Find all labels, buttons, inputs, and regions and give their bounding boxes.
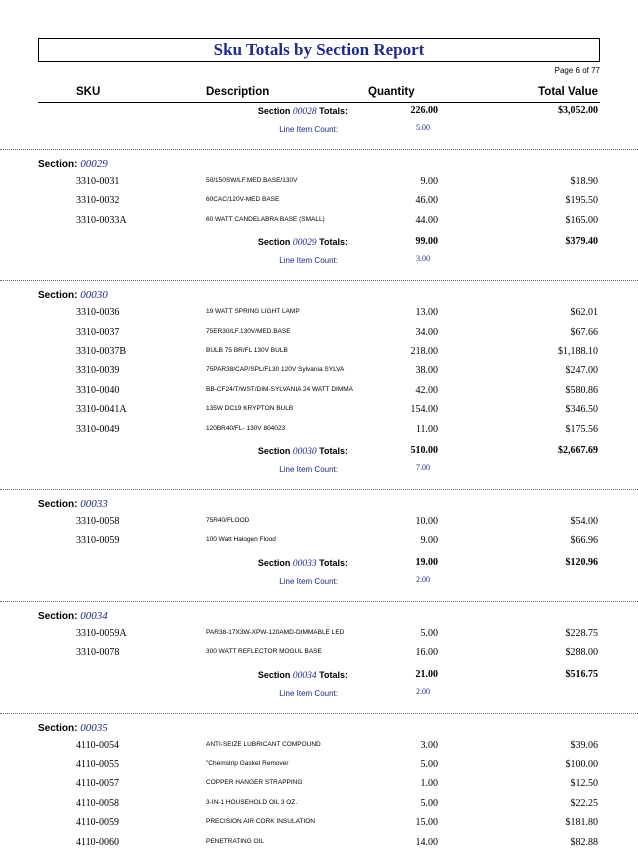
table-row — [0, 385, 638, 399]
section-header-number: 00034 — [80, 609, 108, 622]
quantity-cell: 13.00 — [415, 307, 438, 319]
quantity-cell: 1.00 — [420, 778, 438, 790]
section-totals-number: 00034 — [292, 670, 317, 681]
report-title: Sku Totals by Section Report — [213, 40, 425, 59]
sku-cell: 4110-0058 — [76, 797, 119, 809]
value-cell: $39.06 — [570, 739, 598, 751]
section-total-quantity: 226.00 — [410, 105, 438, 116]
sku-cell: 3310-0037 — [76, 326, 120, 338]
table-row — [0, 327, 638, 341]
line-item-count-value: 3.00 — [416, 254, 430, 264]
table-row — [0, 215, 638, 229]
table-row — [0, 424, 638, 438]
section-totals-suffix: Totals: — [316, 557, 348, 568]
sku-cell: 3310-0037B — [76, 346, 126, 357]
line-item-count-value: 5.00 — [416, 123, 430, 132]
line-item-count-value: 7.00 — [416, 463, 430, 472]
value-cell: $62.01 — [570, 307, 598, 319]
description-cell: PENETRATING OIL — [206, 837, 265, 845]
section-totals-suffix: Totals: — [316, 106, 348, 116]
section-total-quantity: 99.00 — [415, 236, 438, 248]
page-number: Page 6 of 77 — [554, 66, 600, 75]
section-total-value: $3,052.00 — [558, 105, 598, 116]
value-cell: $1,188.10 — [558, 346, 598, 357]
description-cell: 135W DC19 KRYPTON BULB — [206, 405, 294, 413]
value-cell: $228.75 — [565, 627, 598, 639]
table-row — [0, 307, 638, 321]
quantity-cell: 46.00 — [415, 195, 438, 207]
value-cell: $165.00 — [565, 214, 598, 226]
sku-cell: 3310-0049 — [76, 423, 120, 435]
description-cell: 100 Watt Halogen Flood — [206, 536, 276, 544]
quantity-cell: 218.00 — [410, 346, 438, 357]
section-totals-label — [258, 106, 348, 117]
quantity-cell: 3.00 — [420, 739, 438, 751]
quantity-cell: 16.00 — [415, 647, 438, 659]
table-row — [0, 628, 638, 642]
quantity-cell: 38.00 — [415, 365, 438, 377]
table-row — [0, 759, 638, 773]
section-separator — [0, 601, 638, 602]
section-totals-word: Section — [257, 106, 293, 116]
section-totals-number: 00028 — [292, 107, 317, 117]
description-cell: 120BR40/FL- 130V 804023 — [206, 424, 286, 432]
header-rule — [38, 102, 600, 103]
section-header — [38, 498, 108, 510]
value-cell: $175.56 — [565, 423, 598, 435]
section-total-value: $516.75 — [565, 668, 598, 680]
line-item-count-label: Line Item Count: — [279, 125, 338, 134]
sku-cell: 3310-0058 — [76, 516, 120, 527]
line-item-count-value: 2.00 — [416, 574, 430, 584]
description-cell: 75PAR38/CAP/SPL/FL30 120V Sylvania SYLVA — [206, 366, 345, 374]
table-row — [0, 404, 638, 418]
table-row — [0, 778, 638, 792]
column-header-sku: SKU — [76, 86, 101, 98]
section-separator — [0, 489, 638, 490]
section-header-label: Section: — [38, 290, 81, 302]
table-row — [0, 365, 638, 379]
quantity-cell: 44.00 — [415, 214, 438, 226]
description-cell: PRECISION AIR CORK INSULATION — [206, 818, 315, 826]
section-totals-label — [258, 446, 348, 457]
section-totals-word: Section — [257, 557, 293, 568]
table-row — [0, 516, 638, 530]
sku-cell: 3310-0036 — [76, 307, 120, 319]
table-row — [0, 837, 638, 851]
value-cell: $580.86 — [565, 384, 598, 396]
quantity-cell: 11.00 — [415, 423, 438, 435]
section-header-number: 00033 — [80, 498, 108, 510]
table-row — [0, 798, 638, 812]
table-row — [0, 195, 638, 209]
table-row — [0, 535, 638, 549]
section-separator — [0, 149, 638, 150]
quantity-cell: 14.00 — [415, 836, 438, 848]
section-totals-number: 00029 — [292, 238, 317, 249]
section-totals-number: 00030 — [292, 447, 317, 457]
section-header — [38, 610, 108, 622]
report-title-box — [38, 38, 600, 62]
section-totals-suffix: Totals: — [316, 237, 348, 248]
section-total-value: $120.96 — [565, 556, 598, 568]
description-cell: "Chemstrip Gasket Remover — [206, 760, 289, 767]
sku-cell: 4110-0060 — [76, 836, 119, 848]
value-cell: $288.00 — [565, 647, 598, 659]
line-item-count-label: Line Item Count: — [279, 576, 338, 586]
section-total-quantity: 510.00 — [410, 445, 438, 456]
section-totals-word: Section — [257, 669, 293, 680]
section-totals-label — [258, 237, 348, 248]
section-header — [38, 289, 108, 301]
quantity-cell: 5.00 — [420, 627, 438, 639]
sku-cell: 3310-0031 — [76, 176, 120, 187]
value-cell: $195.50 — [565, 195, 598, 207]
section-separator — [0, 280, 638, 281]
section-header-label: Section: — [38, 610, 81, 622]
sku-cell: 3310-0041A — [76, 404, 127, 416]
value-cell: $67.66 — [570, 326, 598, 338]
description-cell: BB-CF24/T/WST/DIM-SYLVANIA 24 WATT DIMMA — [206, 385, 353, 393]
sku-cell: 3310-0039 — [76, 365, 120, 377]
column-header-description: Description — [206, 86, 270, 98]
section-totals-word: Section — [257, 446, 293, 456]
value-cell: $22.25 — [570, 797, 598, 809]
sku-cell: 3310-0033A — [76, 214, 127, 226]
quantity-cell: 42.00 — [415, 384, 438, 396]
description-cell: ANTI-SEIZE LUBRICANT COMPOUND — [206, 740, 321, 748]
sku-cell: 3310-0032 — [76, 195, 120, 207]
sku-cell: 3310-0059A — [76, 627, 127, 639]
section-header-label: Section: — [38, 722, 81, 734]
description-cell: 75R40/FLOOD — [206, 517, 250, 524]
section-separator — [0, 713, 638, 714]
quantity-cell: 34.00 — [415, 326, 438, 338]
value-cell: $54.00 — [570, 516, 598, 527]
value-cell: $181.80 — [565, 817, 598, 829]
section-header-number: 00035 — [80, 721, 108, 734]
section-total-quantity: 19.00 — [415, 556, 438, 568]
table-row — [0, 740, 638, 754]
section-total-value: $2,667.69 — [558, 445, 598, 456]
quantity-cell: 9.00 — [420, 535, 438, 547]
column-header-total-value: Total Value — [538, 86, 598, 98]
section-header-number: 00029 — [80, 158, 108, 170]
description-cell: PAR38-17X3W-XPW-120AMD-DIMMABLE LED — [206, 628, 345, 636]
description-cell: 300 WATT REFLECTOR MOGUL BASE — [206, 648, 322, 656]
sku-cell: 4110-0054 — [76, 739, 119, 751]
quantity-cell: 154.00 — [410, 404, 438, 416]
table-row — [0, 176, 638, 190]
quantity-cell: 10.00 — [415, 516, 438, 527]
quantity-cell: 5.00 — [420, 797, 438, 809]
section-totals-label — [258, 670, 348, 681]
description-cell: 60CAC/120V-MED BASE — [206, 196, 280, 204]
description-cell: 60 WATT CANDELABRA BASE (SMALL) — [206, 215, 325, 223]
sku-cell: 4110-0059 — [76, 817, 119, 829]
table-row — [0, 647, 638, 661]
column-header-quantity: Quantity — [368, 86, 415, 98]
section-header-number: 00030 — [80, 289, 108, 302]
section-totals-number: 00033 — [292, 558, 317, 569]
section-header — [38, 722, 108, 734]
value-cell: $66.96 — [570, 535, 598, 547]
table-row — [0, 346, 638, 360]
value-cell: $346.50 — [565, 404, 598, 416]
sku-cell: 3310-0059 — [76, 535, 120, 547]
section-header — [38, 158, 108, 170]
section-header-label: Section: — [38, 499, 81, 510]
value-cell: $100.00 — [565, 759, 598, 770]
section-header-label: Section: — [38, 159, 81, 170]
sku-cell: 4110-0057 — [76, 778, 119, 790]
section-total-quantity: 21.00 — [415, 668, 438, 680]
quantity-cell: 9.00 — [420, 176, 438, 187]
value-cell: $82.88 — [570, 836, 598, 848]
value-cell: $12.50 — [570, 778, 598, 790]
section-total-value: $379.40 — [565, 236, 598, 248]
line-item-count-label: Line Item Count: — [279, 688, 338, 698]
section-totals-label — [258, 558, 348, 569]
description-cell: 50/150SW/LF.MED.BASE/130V — [206, 177, 298, 184]
description-cell: BULB 75 BR/FL 130V BULB — [206, 347, 288, 354]
quantity-cell: 5.00 — [420, 759, 438, 770]
value-cell: $18.90 — [570, 176, 598, 187]
sku-cell: 3310-0040 — [76, 384, 120, 396]
description-cell: 3-IN-1 HOUSEHOLD OIL 3 OZ. — [206, 798, 298, 806]
table-row — [0, 817, 638, 831]
section-totals-word: Section — [257, 237, 293, 248]
line-item-count-value: 2.00 — [416, 686, 430, 696]
value-cell: $247.00 — [565, 365, 598, 377]
section-totals-suffix: Totals: — [316, 669, 348, 680]
description-cell: COPPER HANGER STRAPPING — [206, 779, 303, 787]
quantity-cell: 15.00 — [415, 817, 438, 829]
section-totals-suffix: Totals: — [316, 446, 348, 456]
sku-cell: 4110-0055 — [76, 759, 119, 770]
description-cell: 75ER30/LF.130V/MED.BASE — [206, 327, 291, 335]
line-item-count-label: Line Item Count: — [279, 256, 338, 266]
description-cell: 19 WATT SPRING LIGHT LAMP — [206, 308, 300, 316]
sku-cell: 3310-0078 — [76, 647, 120, 659]
line-item-count-label: Line Item Count: — [279, 465, 338, 474]
